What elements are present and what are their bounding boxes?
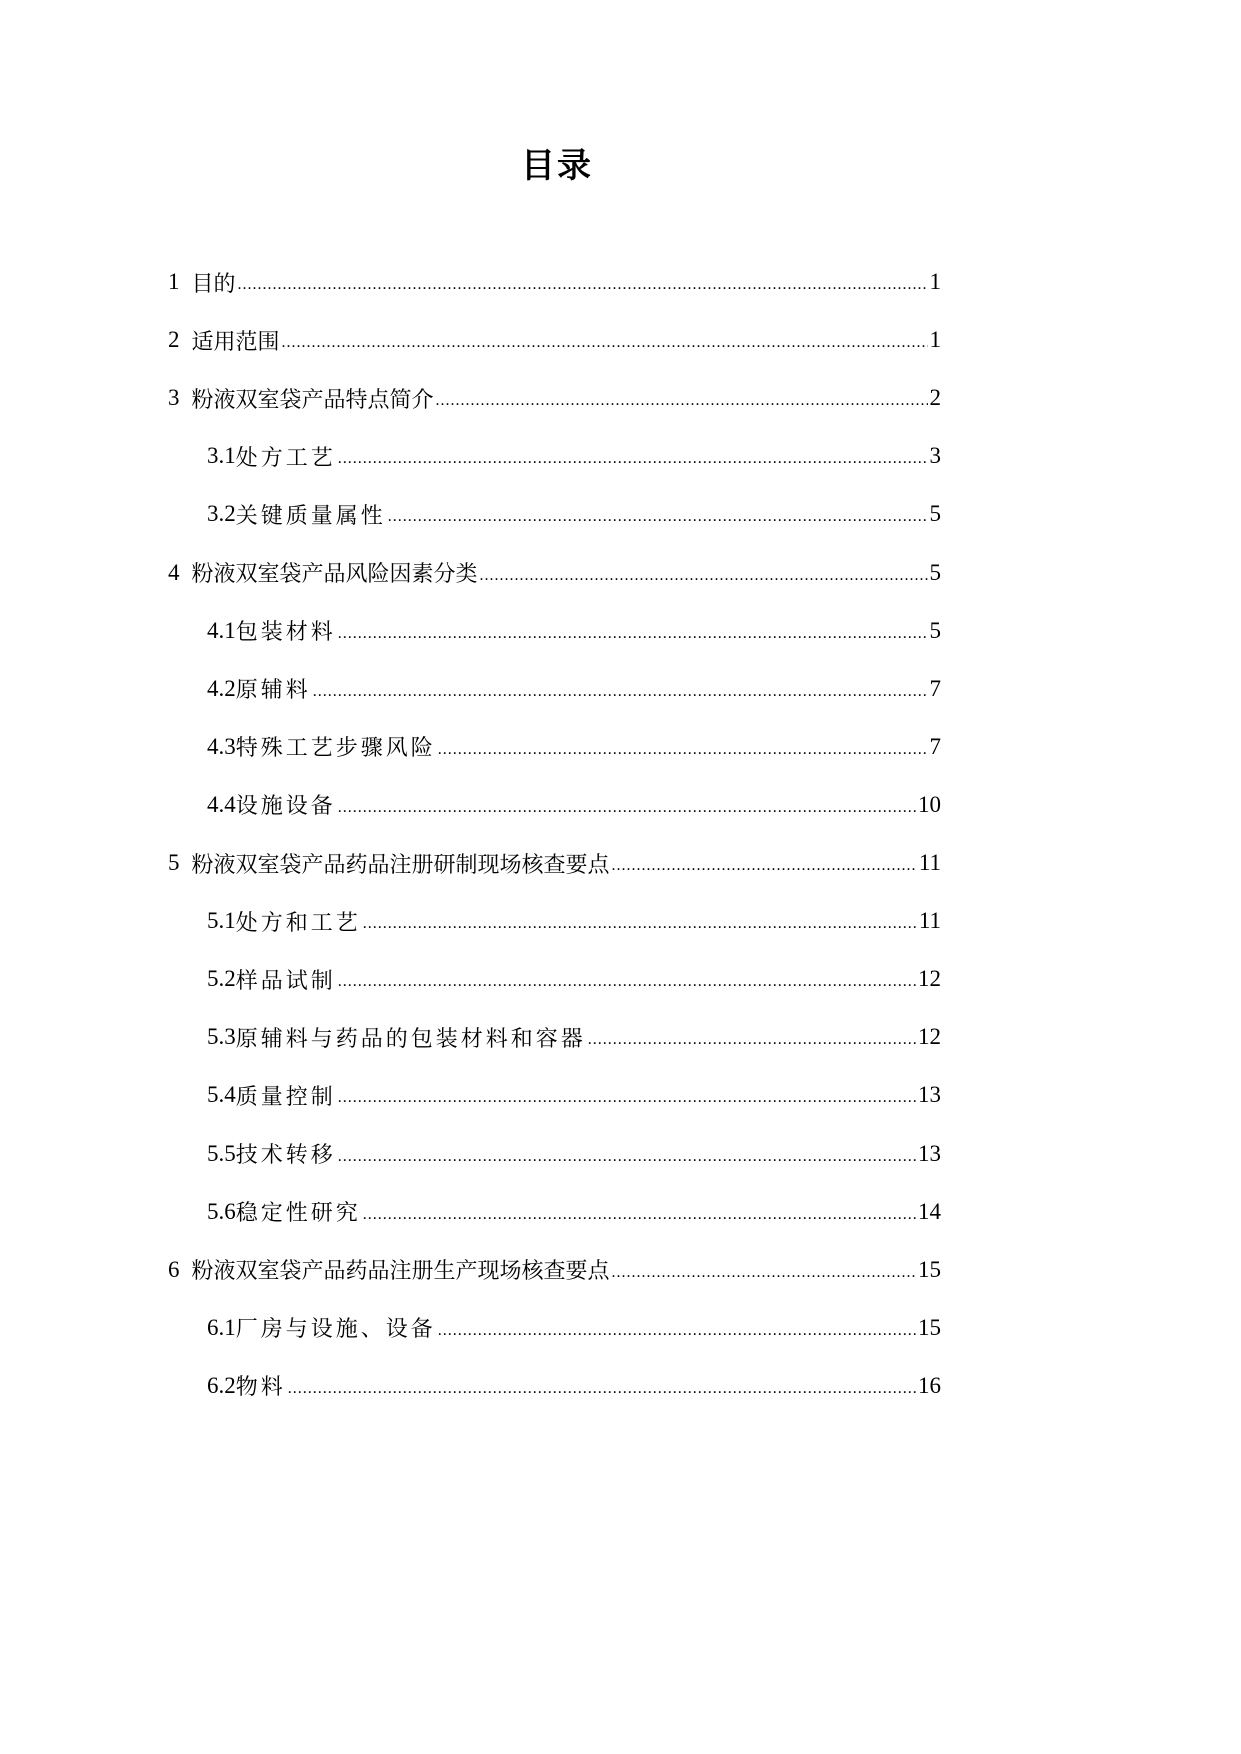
toc-entry-label: 关键质量属性 — [235, 502, 386, 528]
toc-entry-number: 5.3 — [207, 1024, 236, 1050]
toc-entry-page: 10 — [918, 791, 941, 817]
toc-entry[interactable] — [207, 669, 941, 709]
toc-entry[interactable] — [207, 901, 941, 941]
toc-entry-number: 2 — [168, 327, 180, 353]
toc-entry[interactable] — [207, 959, 941, 999]
toc-entry[interactable] — [207, 1075, 941, 1115]
toc-entry-page: 5 — [929, 559, 941, 585]
dot-leader — [612, 848, 917, 878]
toc-entry-page: 12 — [918, 1024, 941, 1050]
toc-entry-label: 物料 — [235, 1374, 286, 1400]
toc-entry-page: 11 — [918, 908, 941, 934]
toc-entry[interactable] — [207, 494, 941, 534]
toc-entry-number: 6.1 — [207, 1314, 236, 1340]
dot-leader — [338, 616, 928, 646]
toc-entry-label: 粉液双室袋产品药品注册研制现场核查要点 — [191, 852, 610, 878]
toc-entry-number: 5.5 — [207, 1140, 236, 1166]
dot-leader — [288, 1371, 916, 1401]
toc-entry-number: 5 — [168, 850, 180, 875]
dot-leader — [338, 441, 928, 471]
toc-entry-label: 厂房与设施、设备 — [235, 1316, 436, 1342]
dot-leader — [363, 1197, 916, 1227]
dot-leader — [588, 1022, 916, 1052]
toc-entry-page: 5 — [929, 617, 941, 643]
toc-entry-label: 粉液双室袋产品特点简介 — [191, 387, 434, 413]
toc-entry[interactable] — [207, 611, 941, 651]
toc-entry[interactable] — [168, 320, 941, 360]
toc-entry-number: 4.3 — [207, 733, 236, 759]
dot-leader — [612, 1255, 916, 1285]
toc-entry-number: 1 — [168, 269, 180, 294]
toc-entry-page: 16 — [918, 1372, 941, 1398]
toc-entry-label: 设施设备 — [235, 793, 336, 819]
toc-entry-page: 13 — [918, 1140, 941, 1166]
toc-entry-page: 15 — [918, 1256, 941, 1282]
toc-entry-page: 11 — [918, 850, 941, 875]
toc-entry-page: 7 — [929, 675, 941, 701]
toc-entry-label: 稳定性研究 — [235, 1200, 361, 1226]
toc-entry-page: 15 — [918, 1314, 941, 1340]
toc-entry-label: 特殊工艺步骤风险 — [235, 735, 436, 761]
toc-entry[interactable] — [207, 727, 941, 767]
dot-leader — [438, 732, 928, 762]
toc-entry[interactable] — [207, 1134, 941, 1174]
toc-entry-number: 6 — [168, 1256, 180, 1282]
dot-leader — [438, 1313, 916, 1343]
toc-entry-page: 2 — [929, 385, 941, 411]
toc-entry-label: 处方工艺 — [235, 444, 336, 470]
dot-leader — [238, 267, 928, 297]
toc-entry-number: 4.4 — [207, 791, 236, 817]
toc-entry-label: 目的 — [191, 271, 236, 297]
toc-entry-label: 样品试制 — [235, 967, 336, 993]
toc-title: 目录 — [521, 146, 593, 186]
dot-leader — [282, 325, 928, 355]
dot-leader — [313, 674, 928, 704]
toc-entry-label: 适用范围 — [191, 329, 280, 355]
toc-entry-label: 原辅料与药品的包装材料和容器 — [235, 1025, 586, 1051]
toc-entry[interactable] — [207, 1366, 941, 1406]
dot-leader — [436, 383, 928, 413]
toc-entry[interactable] — [168, 553, 941, 593]
toc-entry[interactable] — [207, 1017, 941, 1057]
toc-entry-label: 技术转移 — [235, 1142, 336, 1167]
toc-entry-number: 4 — [168, 559, 180, 585]
toc-entry-label: 处方和工艺 — [235, 909, 361, 935]
toc-entry-label: 包装材料 — [235, 619, 336, 645]
toc-entry[interactable] — [168, 262, 941, 302]
toc-entry[interactable] — [207, 436, 941, 476]
toc-entry-number: 3.2 — [207, 501, 236, 527]
toc-entry-label: 粉液双室袋产品风险因素分类 — [191, 562, 478, 587]
toc-entry-number: 6.2 — [207, 1372, 236, 1398]
toc-entry[interactable] — [207, 1308, 941, 1348]
toc-entry-number: 5.4 — [207, 1082, 236, 1108]
toc-entry[interactable] — [207, 785, 941, 825]
toc-entry[interactable] — [168, 378, 941, 418]
toc-entry-page: 13 — [918, 1082, 941, 1108]
dot-leader — [388, 499, 928, 529]
toc-entry-page: 1 — [929, 327, 941, 353]
toc-entry[interactable] — [168, 843, 941, 883]
toc-entry-number: 5.2 — [207, 966, 236, 992]
dot-leader — [338, 790, 916, 820]
toc-entry-number: 4.2 — [207, 675, 236, 701]
toc-entry[interactable] — [168, 1250, 941, 1290]
toc-entry-label: 原辅料 — [235, 677, 311, 703]
toc-entry-number: 5.1 — [207, 908, 236, 934]
toc-entry-page: 1 — [929, 269, 941, 294]
toc-entry-number: 5.6 — [207, 1198, 236, 1224]
dot-leader — [480, 558, 928, 588]
toc-entry-number: 4.1 — [207, 617, 236, 643]
dot-leader — [338, 1080, 916, 1110]
dot-leader — [338, 964, 916, 994]
toc-entry-page: 5 — [929, 501, 941, 527]
toc-entry-page: 3 — [929, 443, 941, 469]
toc-entry[interactable] — [207, 1192, 941, 1232]
toc-entry-label: 粉液双室袋产品药品注册生产现场核查要点 — [191, 1259, 610, 1285]
toc-entry-page: 14 — [918, 1198, 941, 1224]
toc-entry-page: 12 — [918, 966, 941, 992]
toc-entry-number: 3 — [168, 385, 180, 411]
toc-entry-label: 质量控制 — [235, 1083, 336, 1109]
toc-entry-page: 7 — [929, 733, 941, 759]
dot-leader — [363, 906, 917, 936]
toc-entry-number: 3.1 — [207, 443, 236, 469]
dot-leader — [338, 1139, 916, 1169]
